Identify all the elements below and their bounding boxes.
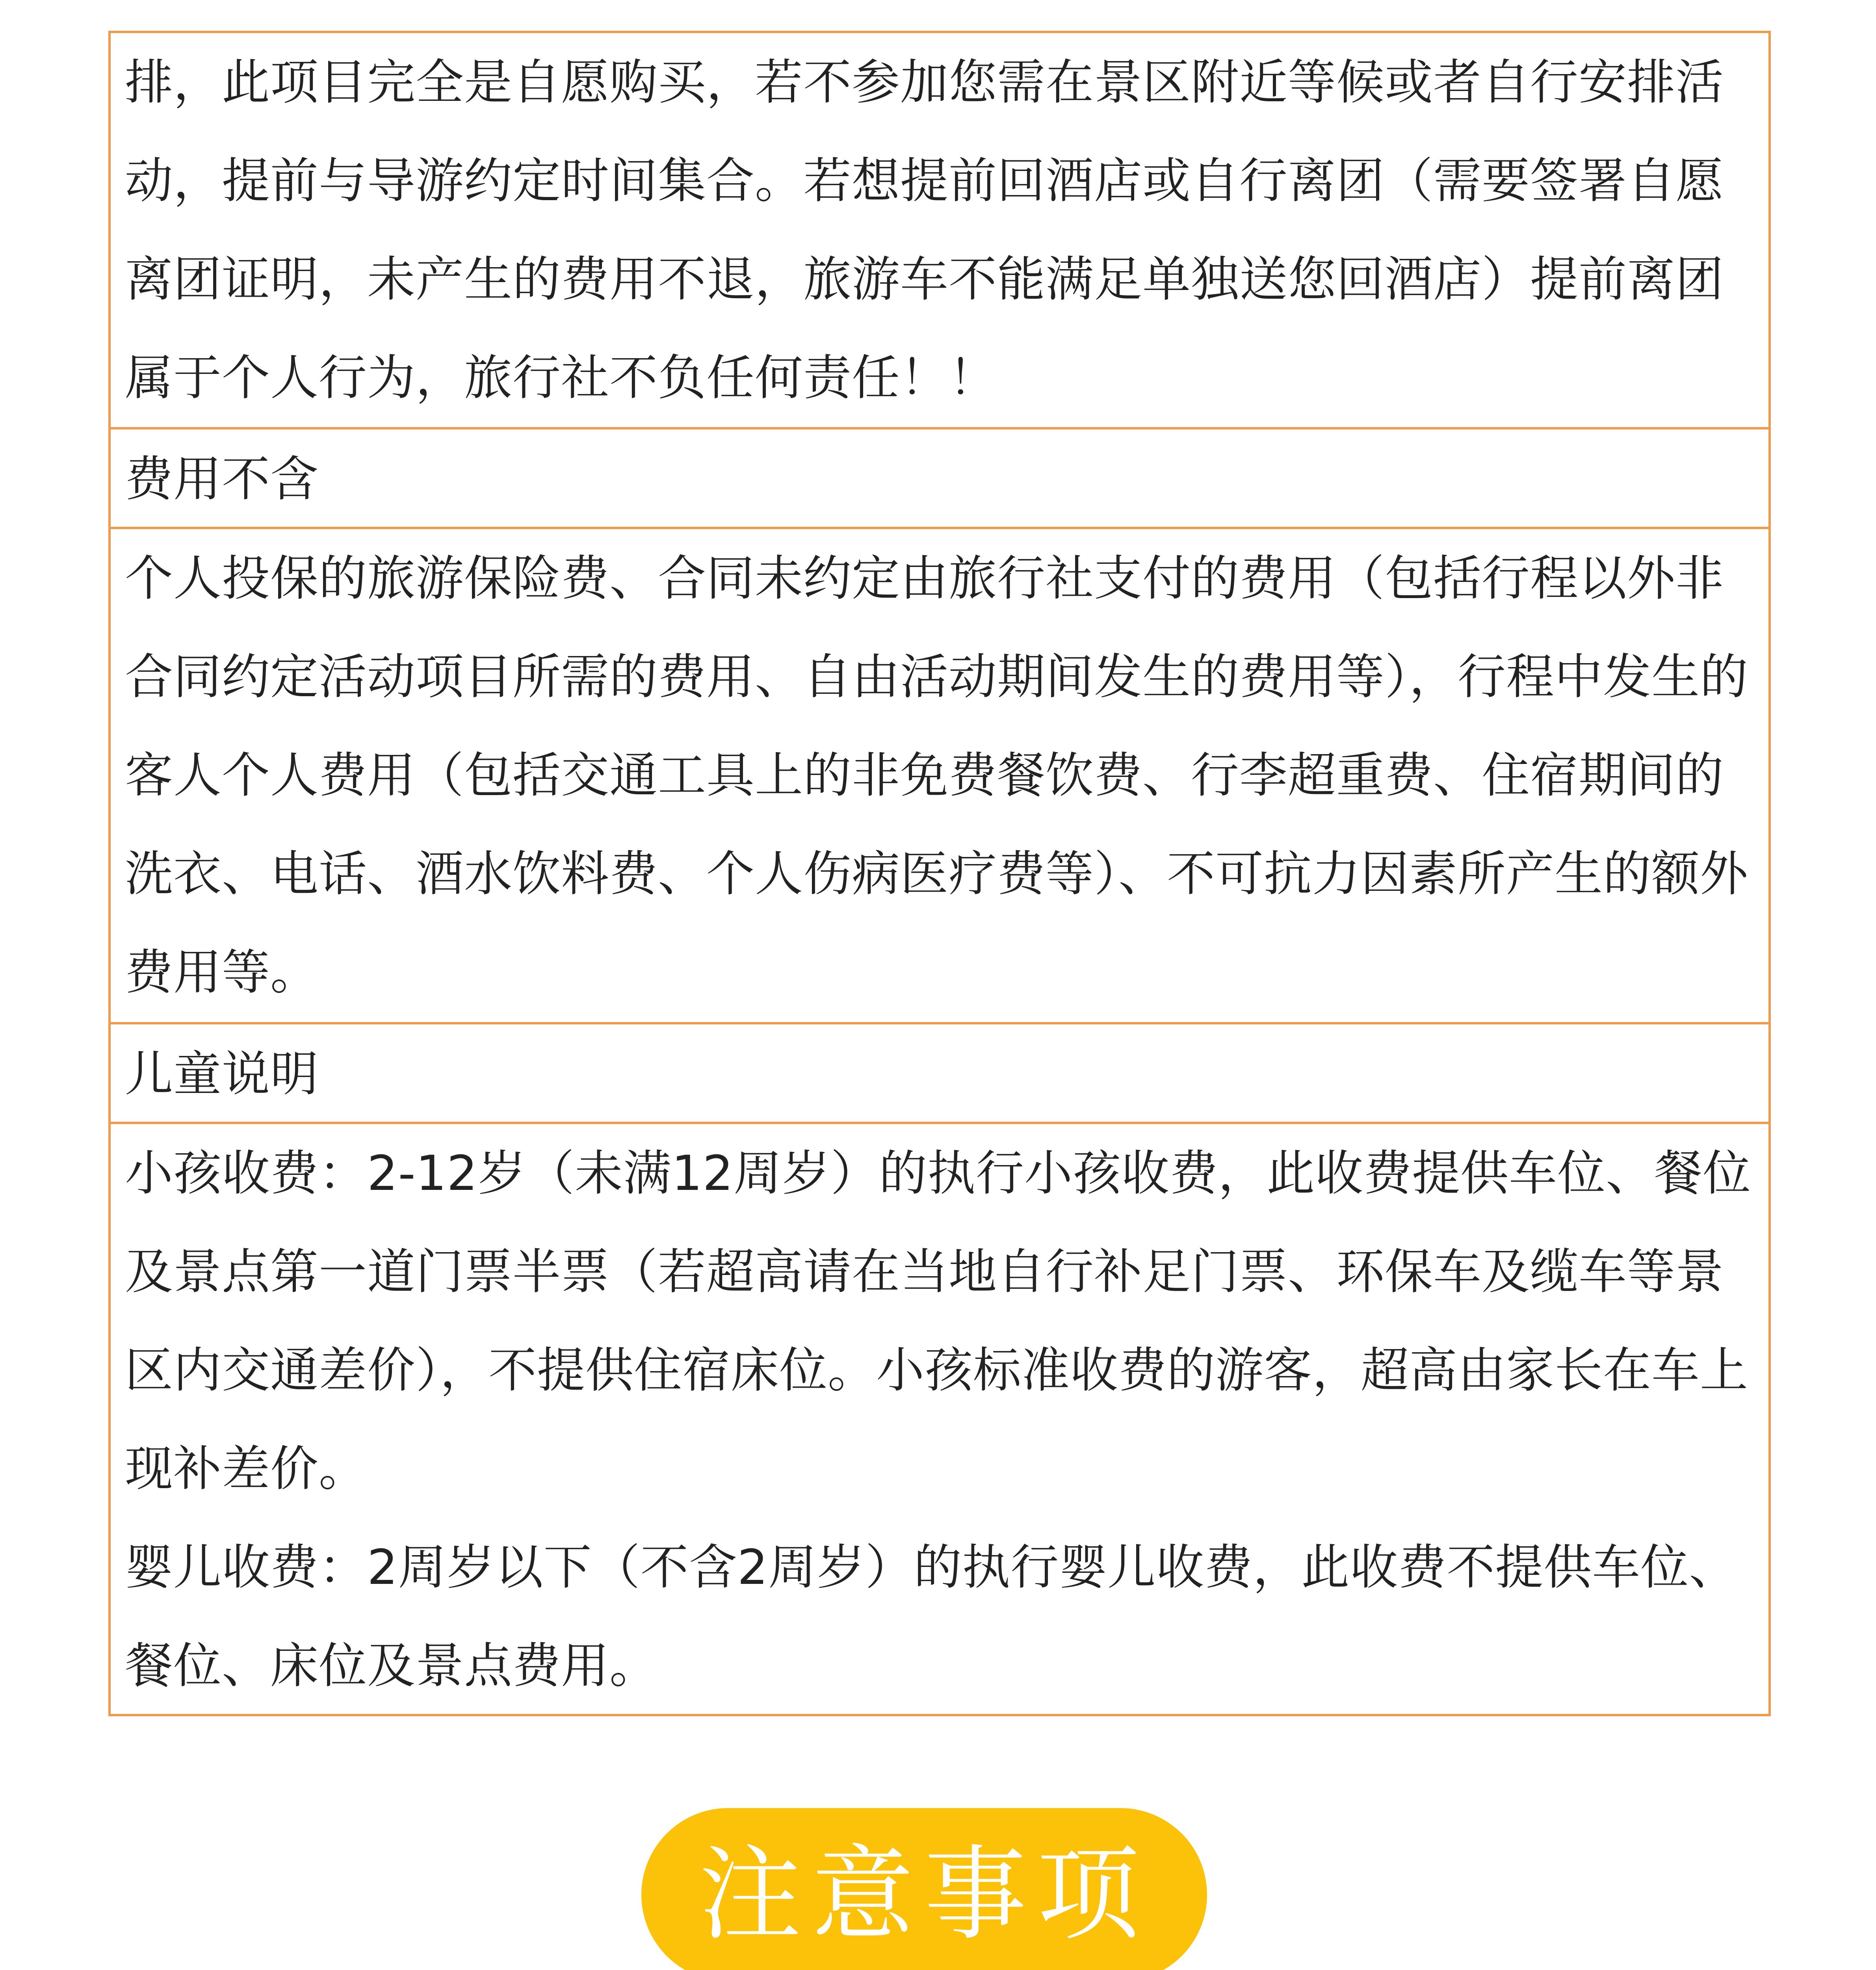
excluded-heading-row — [111, 427, 1768, 527]
self-arrange-row — [111, 33, 1768, 427]
excluded-heading: 费用不含 — [125, 451, 319, 507]
children-heading: 儿童说明 — [125, 1046, 319, 1102]
section-title: 注意事项 — [699, 1835, 1150, 1954]
children-heading-row — [111, 1022, 1768, 1122]
excluded-row — [111, 527, 1768, 1022]
self-arrange-text: 排，此项目完全是自愿购买，若不参加您需在景区附近等候或者自行安排活动，提前与导游约定时间集合。若想提前回酒店或自行离团（需要签署自愿离团证明，未产生的费用不退，旅游车不能满足单独送您回酒店）提前离团属于个人行为，旅行社不负任何责任！！ — [125, 54, 1724, 406]
section-title-badge — [641, 1808, 1207, 1970]
info-table — [108, 31, 1771, 1716]
children-row — [111, 1122, 1768, 1714]
infant-fee-text: 婴儿收费：2周岁以下（不含2周岁）的执行婴儿收费，此收费不提供车位、餐位、床位及景点费用。 — [125, 1539, 1738, 1694]
children-fee-text: 小孩收费：2-12岁（未满12周岁）的执行小孩收费，此收费提供车位、餐位及景点第一道门票半票（若超高请在当地自行补足门票、环保车及缆车等景区内交通差价），不提供住宿床位。小孩标准收费的游客，超高由家长在车上现补差价。 — [125, 1145, 1752, 1497]
excluded-text: 个人投保的旅游保险费、合同未约定由旅行社支付的费用（包括行程以外非合同约定活动项目所需的费用、自由活动期间发生的费用等），行程中发生的客人个人费用（包括交通工具上的非免费餐饮费、行李超重费、住宿期间的洗衣、电话、酒水饮料费、个人伤病医疗费等）、不可抗力因素所产生的额外费用等。 — [125, 550, 1748, 1000]
